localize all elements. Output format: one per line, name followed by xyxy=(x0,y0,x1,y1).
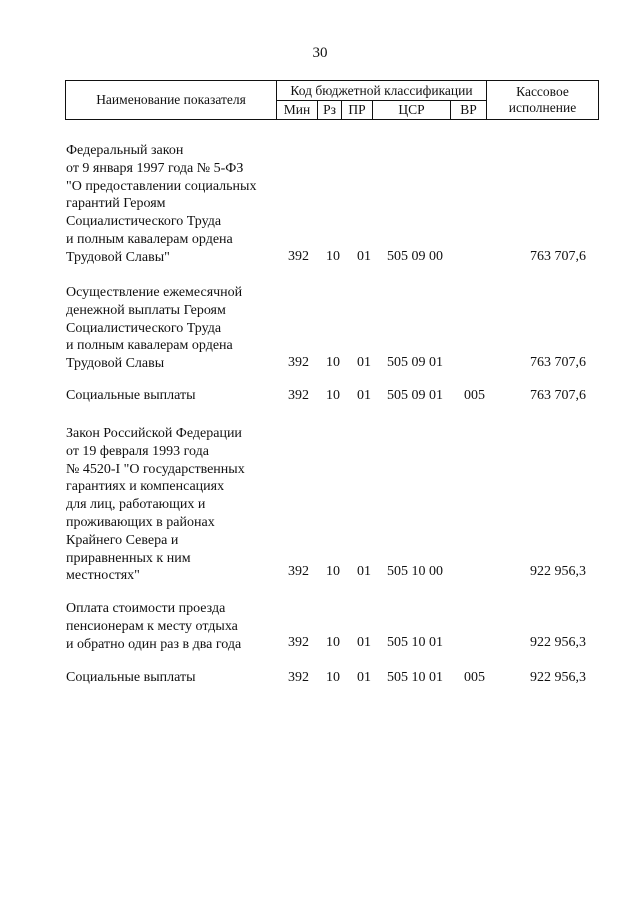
row-csr: 505 10 01 xyxy=(387,670,443,685)
row-name: Федеральный закон от 9 января 1997 года № 5-ФЗ "О предоставлении социальных гарантий Героям Социалистического Труда и полным кавалерам ордена Трудовой Славы" xyxy=(66,143,257,265)
table-row xyxy=(0,142,640,266)
row-amount: 922 956,3 xyxy=(530,635,586,650)
row-pr: 01 xyxy=(357,355,371,370)
row-min: 392 xyxy=(288,635,309,650)
row-pr: 01 xyxy=(357,635,371,650)
row-min: 392 xyxy=(288,388,309,403)
header-rz: Рз xyxy=(323,102,336,117)
header-cash-line2: исполнение xyxy=(508,100,577,115)
row-csr: 505 10 01 xyxy=(387,635,443,650)
header-min: Мин xyxy=(283,102,311,117)
table-row xyxy=(0,669,640,687)
row-name: Оплата стоимости проезда пенсионерам к месту отдыха и обратно один раз в два года xyxy=(66,601,242,652)
row-name: Социальные выплаты xyxy=(66,670,196,685)
row-csr: 505 10 00 xyxy=(387,564,443,579)
header-pr: ПР xyxy=(348,102,366,117)
row-name: Осуществление ежемесячной денежной выплаты Героям Социалистического Труда и полным кавалерам ордена Трудовой Славы xyxy=(66,285,243,372)
row-pr: 01 xyxy=(357,670,371,685)
row-rz: 10 xyxy=(326,564,340,579)
header-bottom-border xyxy=(65,119,599,120)
row-amount: 763 707,6 xyxy=(530,355,586,370)
table-row xyxy=(0,425,640,584)
row-pr: 01 xyxy=(357,249,371,264)
row-pr: 01 xyxy=(357,388,371,403)
table-row xyxy=(0,284,640,372)
row-pr: 01 xyxy=(357,564,371,579)
row-rz: 10 xyxy=(326,670,340,685)
header-right-border xyxy=(598,80,599,120)
row-rz: 10 xyxy=(326,249,340,264)
header-csr: ЦСР xyxy=(398,102,425,117)
table-row xyxy=(0,387,640,405)
row-min: 392 xyxy=(288,355,309,370)
row-amount: 763 707,6 xyxy=(530,249,586,264)
row-amount: 763 707,6 xyxy=(530,388,586,403)
row-name: Социальные выплаты xyxy=(66,388,196,403)
row-vr: 005 xyxy=(464,388,485,403)
header-name-column: Наименование показателя xyxy=(96,92,246,107)
row-min: 392 xyxy=(288,249,309,264)
row-csr: 505 09 01 xyxy=(387,355,443,370)
row-csr: 505 09 00 xyxy=(387,249,443,264)
row-name: Закон Российской Федерации от 19 февраля 1993 года № 4520-I "О государственных гарантиях и компенсациях для лиц, работающих и проживающих в районах Крайнего Севера и приравненных к ним местностях" xyxy=(66,426,245,584)
row-amount: 922 956,3 xyxy=(530,670,586,685)
row-rz: 10 xyxy=(326,635,340,650)
header-vr: ВР xyxy=(460,102,477,117)
row-rz: 10 xyxy=(326,388,340,403)
header-cash-execution xyxy=(487,81,598,119)
row-vr: 005 xyxy=(464,670,485,685)
row-min: 392 xyxy=(288,670,309,685)
row-min: 392 xyxy=(288,564,309,579)
header-cash-line1: Кассовое xyxy=(516,84,569,99)
row-amount: 922 956,3 xyxy=(530,564,586,579)
header-budget-code: Код бюджетной классификации xyxy=(290,82,473,98)
page-number: 30 xyxy=(312,45,328,61)
row-rz: 10 xyxy=(326,355,340,370)
row-csr: 505 09 01 xyxy=(387,388,443,403)
table-row xyxy=(0,600,640,652)
table-header xyxy=(65,80,599,120)
